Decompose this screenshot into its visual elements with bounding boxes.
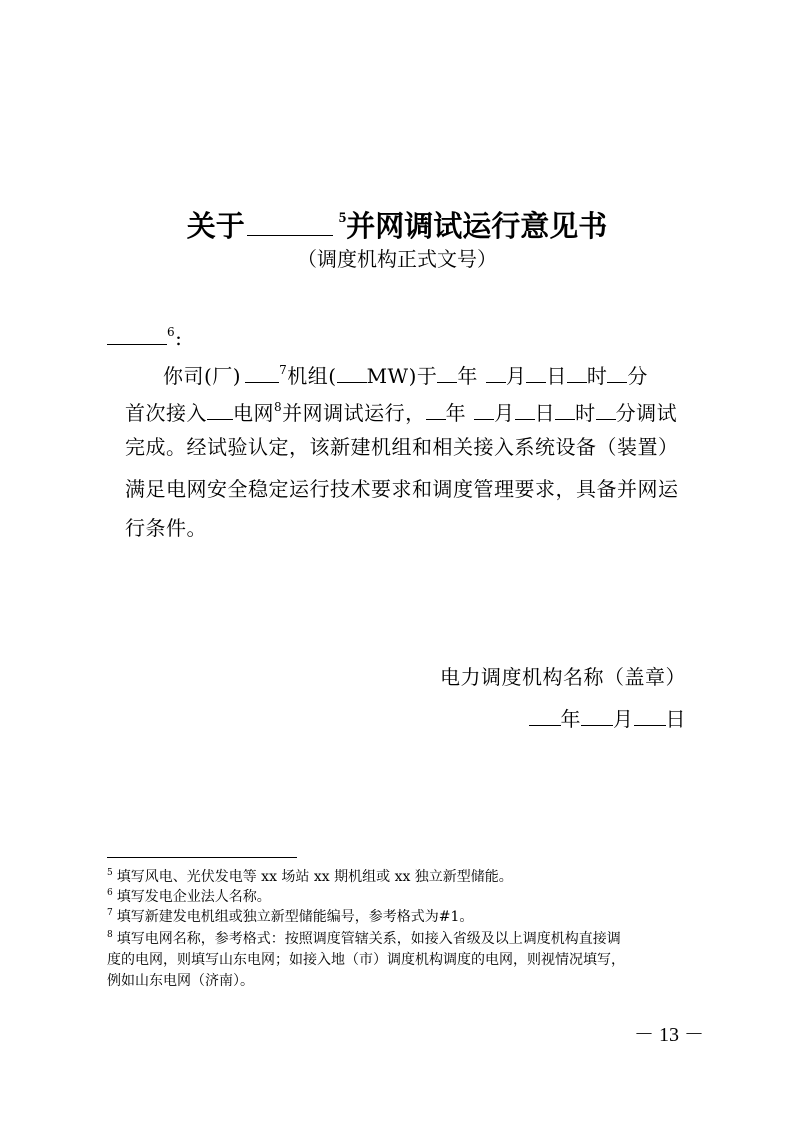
sign-year-label: 年 (560, 707, 581, 731)
footnote-number: 8 (107, 930, 113, 940)
sign-month-blank (581, 703, 613, 726)
footnote-5 (107, 867, 513, 887)
body-text: 机组( (287, 364, 337, 388)
body-text: 分调试 (615, 401, 678, 425)
footnote-8-continued-2: 例如山东电网（济南）。 (107, 973, 254, 989)
footnote-number: 7 (107, 908, 113, 918)
month-blank (486, 360, 506, 383)
footnote-text: 填写发电企业法人名称。 (116, 889, 271, 905)
year-blank (437, 360, 457, 383)
unit-blank (245, 360, 279, 383)
minute-blank (607, 360, 627, 383)
footnote-6 (107, 887, 271, 907)
title-prefix: 关于 (186, 209, 245, 243)
hour-blank (555, 397, 575, 420)
body-text: 月 (494, 401, 515, 425)
body-text: 你司(厂) (163, 364, 242, 388)
page-number: － 13 － (634, 1024, 704, 1046)
footnote-text: 填写电网名称，参考格式：按照调度管辖关系，如接入省级及以上调度机构直接调 (116, 931, 621, 947)
title-suffix: 并网调试运行意见书 (346, 209, 608, 243)
footnote-number: 5 (107, 868, 113, 878)
footnote-number: 6 (107, 888, 113, 898)
sign-day-blank (634, 703, 666, 726)
month-blank (474, 397, 494, 420)
day-blank (526, 360, 546, 383)
body-line-1 (163, 360, 648, 390)
sign-month-label: 月 (613, 707, 634, 731)
salutation (107, 322, 182, 352)
addressee-blank (107, 322, 167, 345)
footnote-ref-7: 7 (279, 363, 288, 377)
body-text: 日 (534, 401, 556, 425)
salutation-footnote-ref: 6 (167, 325, 176, 339)
body-text: 时 (575, 401, 596, 425)
body-text: 月 (505, 364, 527, 388)
hour-blank (567, 360, 587, 383)
body-line-4: 满足电网安全稳定运行技术要求和调度管理要求，具备并网运 (125, 477, 679, 501)
sign-year-blank (529, 703, 561, 726)
body-text: 年 (445, 401, 467, 425)
capacity-blank (337, 360, 367, 383)
day-blank (515, 397, 535, 420)
body-text: MW)于 (366, 364, 438, 388)
footnote-8 (107, 929, 621, 949)
title-footnote-ref: 5 (338, 210, 347, 226)
document-title (0, 198, 794, 246)
body-text: 首次接入 (125, 401, 207, 425)
document-number: （调度机构正式文号） (297, 247, 497, 271)
footnote-divider (107, 857, 297, 858)
year-blank (426, 397, 446, 420)
body-line-2 (125, 397, 677, 427)
footnote-8-continued-1: 度的电网，则填写山东电网；如接入地（市）调度机构调度的电网，则视情况填写， (107, 952, 625, 968)
body-text: 并网调试运行， (282, 401, 426, 425)
title-blank (247, 205, 333, 236)
issuer-name: 电力调度机构名称（盖章） (440, 665, 686, 689)
body-line-5: 行条件。 (125, 516, 207, 540)
minute-blank (596, 397, 616, 420)
body-text: 日 (546, 364, 567, 388)
sign-day-label: 日 (665, 707, 686, 731)
grid-blank (207, 397, 233, 420)
footnote-text: 填写风电、光伏发电等 xx 场站 xx 期机组或 xx 独立新型储能。 (116, 869, 513, 885)
body-line-3: 完成。经试验认定，该新建机组和相关接入系统设备（装置） (125, 435, 679, 459)
body-text: 分 (627, 364, 648, 388)
footnote-7 (107, 907, 473, 927)
body-text: 时 (586, 364, 608, 388)
salutation-colon: : (175, 326, 183, 350)
body-text: 电网 (233, 401, 274, 425)
footnote-ref-8: 8 (274, 400, 283, 414)
body-text: 年 (457, 364, 478, 388)
footnote-text: 填写新建发电机组或独立新型储能编号，参考格式为#1。 (116, 909, 474, 925)
signature-date (529, 703, 687, 733)
